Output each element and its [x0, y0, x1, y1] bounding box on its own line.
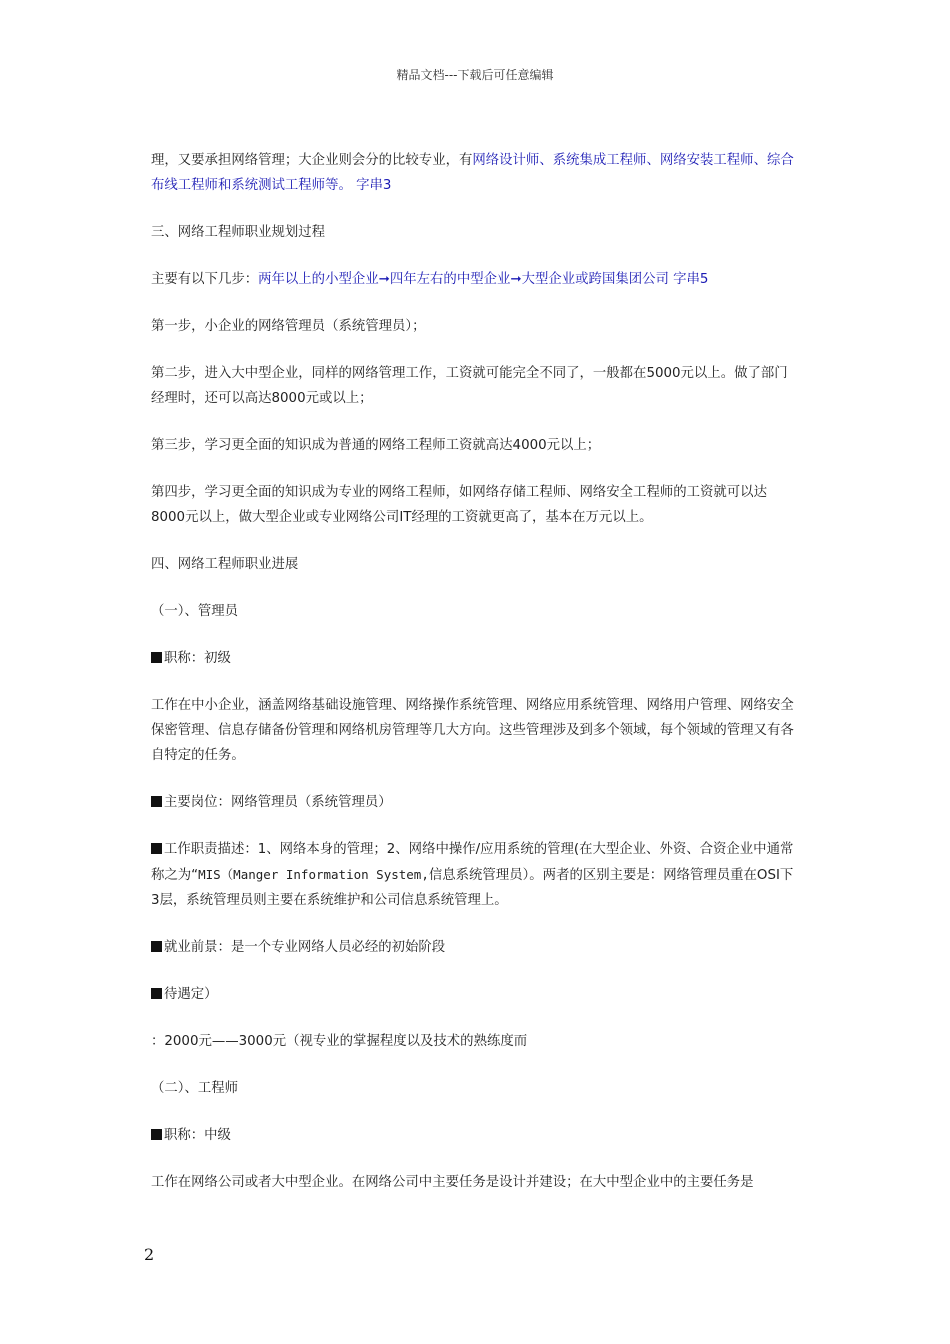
document-body: [151, 148, 801, 1217]
paragraph-engineer-desc: 工作在网络公司或者大中型企业。在网络公司中主要任务是设计并建设；在大中型企业中的主要任务是: [151, 1175, 754, 1190]
paragraph-manager-desc: 工作在中小企业，涵盖网络基础设施管理、网络操作系统管理、网络应用系统管理、网络用户管理、网络安全保密管理、信息存储备份管理和网络机房管理等几大方向。这些管理涉及到多个领域，每个领域的管理又有各自特定的任务。: [151, 698, 794, 763]
bullet-title-junior: [151, 646, 801, 671]
square-bullet-icon: [151, 796, 162, 807]
bullet-text: 信息系统管理员）。两者的区别主要是：网络管理员重在OSI下3层，系统管理员则主要在系统维护和公司信息系统管理上。: [151, 868, 794, 908]
paragraph-steps-intro: [151, 267, 801, 292]
bullet-text: 职称：中级: [164, 1128, 231, 1143]
subsection-engineer: （二）、工程师: [151, 1081, 239, 1096]
paragraph-text: 主要有以下几步：: [151, 272, 259, 287]
bullet-prospect: [151, 935, 801, 960]
step-1: 第一步，小企业的网络管理员（系统管理员）；: [151, 319, 426, 334]
page-header: 精品文档---下载后可任意编辑: [396, 68, 554, 82]
highlighted-job-titles: 网络设计师、系统集成工程师、网络安装工程师、综合布线工程师和系统测试工程师等。 字串3: [151, 153, 794, 193]
bullet-text-mono: MIS（Manger Information System,: [198, 867, 429, 882]
square-bullet-icon: [151, 941, 162, 952]
section-heading-3: 三、网络工程师职业规划过程: [151, 225, 326, 240]
bullet-text: 工作职责描述：1、网络本身的管理；2、网络中操作/应用系统的管理(在大型企业、外资、合资企业中通常称之为“: [151, 842, 794, 883]
bullet-text: 职称：初级: [164, 651, 231, 666]
step-3: 第三步，学习更全面的知识成为普通的网络工程师工资就高达4000元以上；: [151, 438, 601, 453]
square-bullet-icon: [151, 988, 162, 999]
paragraph-intro: [151, 148, 801, 198]
bullet-post: [151, 790, 801, 815]
page-number: 2: [144, 1245, 155, 1264]
highlighted-career-path: 两年以上的小型企业➞四年左右的中型企业➞大型企业或跨国集团公司 字串5: [258, 272, 709, 287]
pay-value: ：2000元——3000元（视专业的掌握程度以及技术的熟练度而: [151, 1034, 528, 1049]
bullet-text: 主要岗位：网络管理员（系统管理员）: [164, 795, 392, 810]
bullet-pay-label: [151, 982, 801, 1007]
square-bullet-icon: [151, 652, 162, 663]
step-2: 第二步，进入大中型企业，同样的网络管理工作，工资就可能完全不同了，一般都在5000元以上。做了部门经理时，还可以高达8000元或以上；: [151, 366, 788, 406]
bullet-title-mid: [151, 1123, 801, 1148]
bullet-text: 待遇定）: [164, 987, 218, 1002]
paragraph-text: 理，又要承担网络管理；大企业则会分的比较专业，有: [151, 153, 473, 168]
section-heading-4: 四、网络工程师职业进展: [151, 557, 299, 572]
square-bullet-icon: [151, 1129, 162, 1140]
square-bullet-icon: [151, 843, 162, 854]
bullet-text: 就业前景：是一个专业网络人员必经的初始阶段: [164, 940, 446, 955]
bullet-duty: [151, 837, 801, 913]
subsection-manager: （一）、管理员: [151, 604, 239, 619]
step-4: 第四步，学习更全面的知识成为专业的网络工程师，如网络存储工程师、网络安全工程师的工资就可以达8000元以上，做大型企业或专业网络公司IT经理的工资就更高了，基本在万元以上。: [151, 485, 767, 525]
